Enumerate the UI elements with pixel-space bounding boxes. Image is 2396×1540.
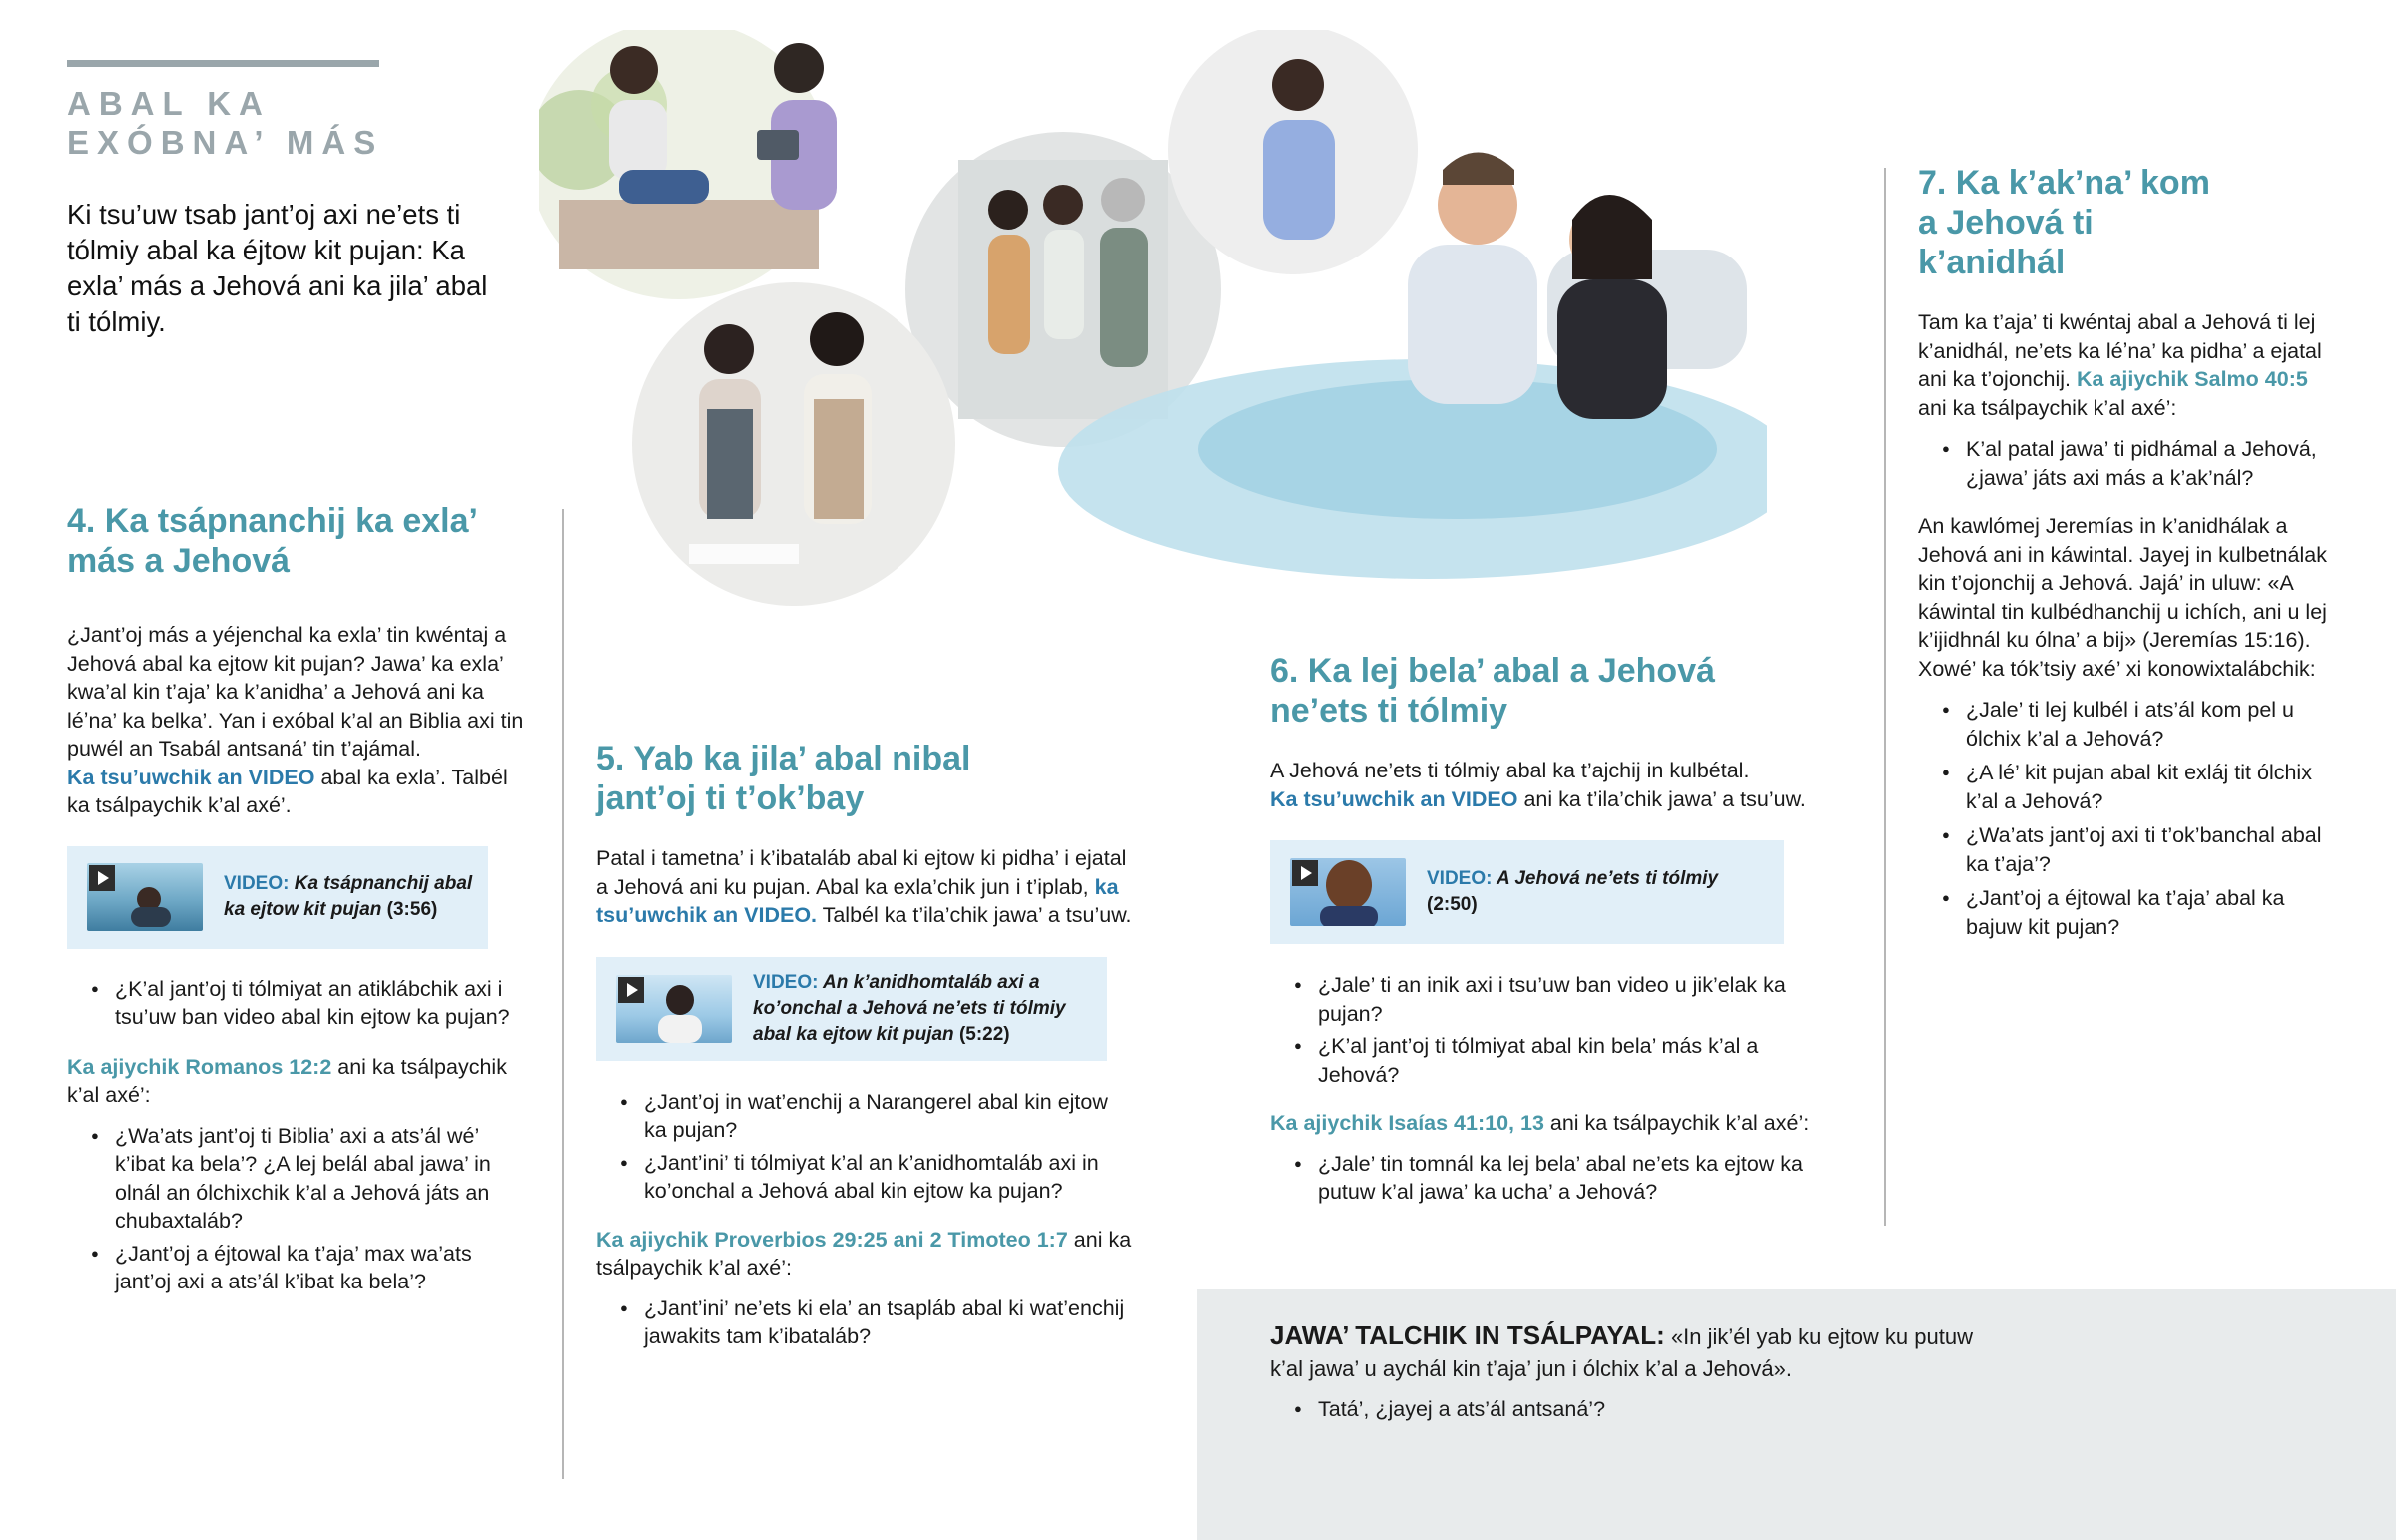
illustration-svg: [539, 30, 1767, 619]
section-5-paragraph: Patal i tametna’ i k’ibataláb abal ki ejtow ki pidha’ i ejatal a Jehová ani ku pujan. Abal ka exla’chik jun i t’iplab,: [596, 846, 1127, 899]
video-title-5: An k’anidhomtaláb axi a ko’onchal a Jehová ne’ets ti tólmiy abal ka ejtow kit pujan: [753, 971, 1066, 1045]
section-6-questions: [1270, 971, 1789, 1089]
section-7-questions-2: [1918, 696, 2329, 941]
section-6-scripture-line: Ka ajiychik Isaías 41:10, 13 ani ka tsálpaychik k’al axé’:: [1270, 1111, 1810, 1135]
section-6: [1270, 651, 1849, 1207]
opinion-questions: [1270, 1395, 1989, 1424]
section-5-questions-2: [596, 1294, 1135, 1351]
list-item: ● ¿K’al jant’oj ti tólmiyat an atiklábchik axi i tsu’uw ban video abal kin ejtow ka pujan?: [67, 975, 526, 1032]
scripture-link-salmo[interactable]: Ka ajiychik Salmo 40:5: [2076, 367, 2308, 391]
section-6-video-link[interactable]: Ka tsu’uwchik an VIDEO: [1270, 786, 1518, 811]
list-item: ● ¿Jale’ tin tomnál ka lej bela’ abal ne’ets ka ejtow ka putuw k’al jawa’ ka ucha’ a Jehová?: [1270, 1150, 1809, 1207]
list-item: ● ¿Wa’ats jant’oj axi ti t’ok’banchal abal ka t’aja’?: [1918, 821, 2329, 878]
list-item: ● Tatá’, ¿jayej a ats’ál antsaná’?: [1270, 1395, 1989, 1424]
section-7-body-2: [1918, 512, 2329, 683]
list-item: ● ¿Jale’ ti lej kulbél i ats’ál kom pel u ólchix k’al a Jehová?: [1918, 696, 2329, 753]
video-card-5[interactable]: [596, 957, 1107, 1061]
column-divider: [1884, 168, 1886, 1226]
list-item: ● K’al patal jawa’ ti pidhámal a Jehová, ¿jawa’ játs axi más a k’ak’nál?: [1918, 435, 2329, 492]
video-thumbnail-6[interactable]: [1290, 858, 1406, 926]
section-6-questions-2: [1270, 1150, 1809, 1207]
section-4-video-link[interactable]: Ka tsu’uwchik an VIDEO: [67, 765, 315, 789]
section-5-link-tail: Talbél ka t’ila’chik jawa’ a tsu’uw.: [817, 903, 1132, 927]
section-5-video-link[interactable]: ka tsu’uwchik an VIDEO.: [596, 874, 1119, 927]
list-item: ● ¿Jant’oj a éjtowal ka t’aja’ abal ka bajuw kit pujan?: [1918, 884, 2329, 941]
video-thumbnail-4[interactable]: [87, 863, 203, 931]
top-rule: [67, 60, 379, 67]
scripture-link-romanos[interactable]: Ka ajiychik Romanos 12:2: [67, 1054, 332, 1079]
section-6-paragraph: A Jehová ne’ets ti tólmiy abal ka t’ajchij in kulbétal.: [1270, 759, 1750, 782]
video-card-4[interactable]: [67, 846, 488, 949]
video-text-4: VIDEO: Ka tsápnanchij abal ka ejtow kit pujan (3:56): [224, 873, 473, 920]
section-6-heading: 6. Ka lej bela’ abal a Jehová ne’ets ti tólmiy: [1270, 652, 1716, 730]
section-6-body: [1270, 757, 1849, 813]
section-7-paragraph-1: Tam ka t’aja’ ti kwéntaj abal a Jehová ti lej k’anidhál, ne’ets ka léʼna’ ka pidha’ a ejatal ani ka t’ojonchij.: [1918, 310, 2322, 391]
section-4: [67, 501, 526, 1296]
video-duration-4: (3:56): [386, 899, 438, 920]
play-icon[interactable]: [618, 977, 644, 1003]
list-item: ● ¿Jant’oj in wat’enchij a Narangerel abal kin ejtow ka pujan?: [596, 1088, 1135, 1145]
section-4-paragraph: ¿Jant’oj más a yéjenchal ka exla’ tin kwéntaj a Jehová abal ka ejtow kit pujan? Jawa’ ka exla’ kwa’al kin t’aja’ ka k’anidha’ a Jehová ani ka léʼna’ ka belka’. Yan i exóbal k’al an Biblia axi tin puwél an Tsabál antsaná’ tin t’ajámal.: [67, 623, 524, 761]
list-item: ● ¿A lé’ kit pujan abal kit exláj tit ólchix k’al a Jehová?: [1918, 759, 2329, 815]
play-icon[interactable]: [1292, 860, 1318, 886]
intro-text: Ki tsu’uw tsab jant’oj axi ne’ets ti tólmiy abal ka éjtow kit pujan: Ka exla’ más a Jehová ani ka jila’ abal ti tólmiy.: [67, 199, 488, 337]
section-5: [596, 739, 1135, 1351]
list-item: ● ¿Jant’ini’ ne’ets ki ela’ an tsapláb abal ki wat’enchij jawakits tam k’ibataláb?: [596, 1294, 1135, 1351]
video-duration-6: (2:50): [1427, 894, 1478, 915]
video-text-6: VIDEO: A Jehová ne’ets ti tólmiy (2:50): [1427, 868, 1719, 915]
section-5-body: [596, 844, 1135, 930]
section-6-link-tail: ani ka t’ila’chik jawa’ a tsu’uw.: [1517, 786, 1806, 811]
list-item: ● ¿Jale’ ti an inik axi i tsu’uw ban video u jik’elak ka pujan?: [1270, 971, 1789, 1028]
opinion-title: JAWA’ TALCHIK IN TSÁLPAYAL:: [1270, 1320, 1665, 1350]
section-4-link-tail: abal ka exla’. Talbél ka tsálpaychik k’al axé’.: [67, 765, 508, 817]
section-4-questions-2: [67, 1122, 526, 1296]
video-thumbnail-5[interactable]: [616, 975, 732, 1043]
section-7-heading: 7. Ka k’ak’na’ kom a Jehová ti k’anidhál: [1918, 164, 2210, 281]
video-text-5: VIDEO: An k’anidhomtaláb axi a ko’onchal a Jehová ne’ets ti tólmiy abal ka ejtow kit pujan (5:22): [753, 971, 1066, 1045]
opinion-box: [1197, 1289, 2396, 1540]
section-5-heading: 5. Yab ka jila’ abal nibal jant’oj ti t’ok’bay: [596, 740, 971, 817]
column-divider: [562, 509, 564, 1479]
section-7-body: Tam ka t’aja’ ti kwéntaj abal a Jehová ti lej k’anidhál, ne’ets ka léʼna’ ka pidha’ a ejatal ani ka t’ojonchij. Ka ajiychik Salmo 40:5 ani ka tsálpaychik k’al axé’:: [1918, 310, 2322, 420]
section-7-questions: [1918, 435, 2329, 492]
opinion-text: [1270, 1320, 1989, 1424]
section-4-questions: [67, 975, 526, 1032]
video-title-6: A Jehová ne’ets ti tólmiy: [1497, 868, 1719, 889]
section-4-heading: 4. Ka tsápnanchij ka exla’ más a Jehová: [67, 502, 477, 580]
section-7-paragraph-2: An kawlómej Jeremías in k’anidhálak a Jehová ani in káwintal. Jayej in kulbetnálak kin t’ojonchij a Jehová. Jajá’ in uluw: «A káwintal tin kulbédhanchij u ichích, ani u lej k’ijidhnál ku ólna’ a bij» (Jeremías 15:16). Xowé’ ka tók’tsiy axé’ xi konowixtalábchik:: [1918, 514, 2327, 681]
video-title-4: Ka tsápnanchij abal ka ejtow kit pujan: [224, 873, 473, 920]
section-eyebrow: ABAL KA EXÓBNA’ MÁS: [67, 85, 384, 161]
list-item: ● ¿Jant’oj a éjtowal ka t’aja’ max wa’ats jant’oj axi a ats’ál k’ibat ka bela’?: [67, 1240, 526, 1296]
section-4-scripture-line: Ka ajiychik Romanos 12:2 ani ka tsálpaychik k’al axé’:: [67, 1054, 507, 1107]
section-4-body: [67, 621, 526, 820]
list-item: ● ¿Wa’ats jant’oj ti Biblia’ axi a ats’ál wé’ k’ibat ka bela’? ¿A lej belál abal jawa’ in olnál an ólchixchik k’al a Jehová játs an chubaxtaláb?: [67, 1122, 526, 1236]
opinion-quote: «In jik’él yab ku ejtow ku putuw k’al jawa’ u aychál kin t’aja’ jun i ólchix k’al a Jehová».: [1270, 1324, 1973, 1381]
scripture-link-proverbios[interactable]: Ka ajiychik Proverbios 29:25 ani 2 Timoteo 1:7: [596, 1227, 1068, 1252]
video-duration-5: (5:22): [958, 1023, 1010, 1045]
video-card-6[interactable]: [1270, 840, 1784, 944]
illustration-collage: [539, 30, 1767, 619]
list-item: ● ¿Jant’ini’ ti tólmiyat k’al an k’anidhomtaláb axi in ko’onchal a Jehová abal kin ejtow ka pujan?: [596, 1149, 1135, 1206]
section-5-scripture-line: Ka ajiychik Proverbios 29:25 ani 2 Timoteo 1:7 ani ka tsálpaychik k’al axé’:: [596, 1227, 1132, 1280]
section-5-questions: [596, 1088, 1135, 1206]
scripture-link-isaias[interactable]: Ka ajiychik Isaías 41:10, 13: [1270, 1111, 1544, 1135]
play-icon[interactable]: [89, 865, 115, 891]
list-item: ● ¿K’al jant’oj ti tólmiyat abal kin bela’ más k’al a Jehová?: [1270, 1032, 1789, 1089]
section-7: [1918, 163, 2329, 941]
